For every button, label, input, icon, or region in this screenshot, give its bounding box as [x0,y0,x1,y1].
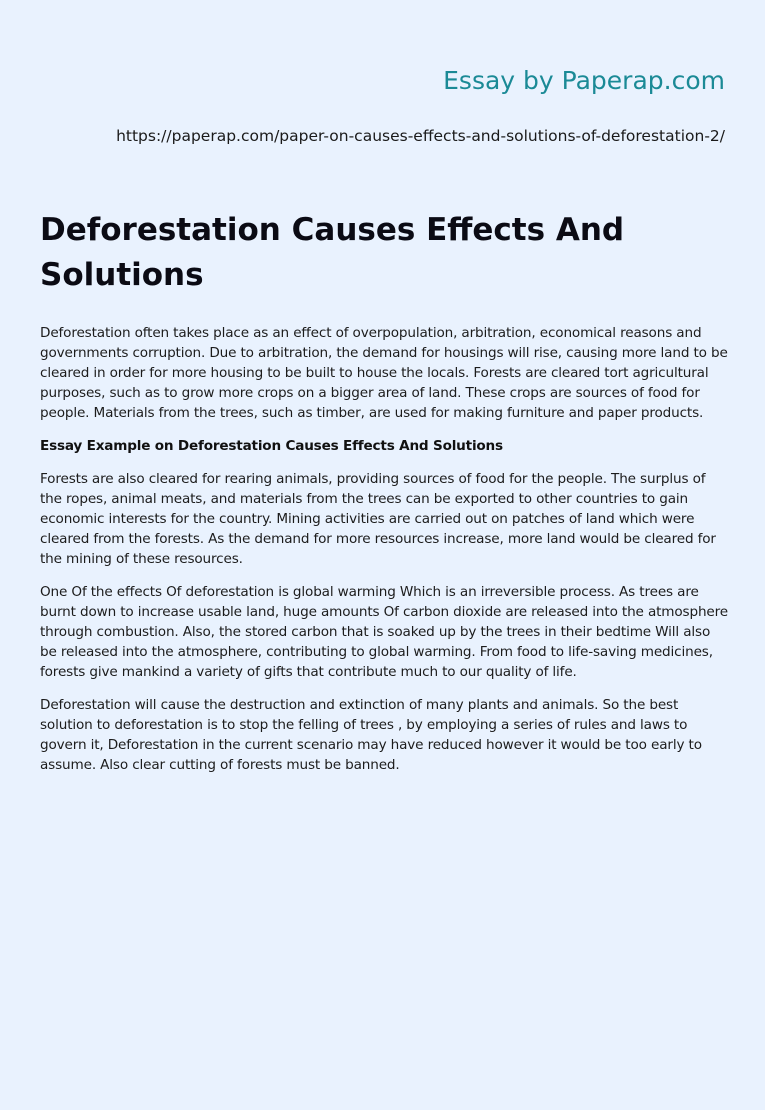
source-url-link[interactable]: https://paperap.com/paper-on-causes-effects-and-solutions-of-deforestation-2/ [116,127,725,145]
paragraph-solutions: Deforestation will cause the destruction and extinction of many plants and animals. So the best solution to deforestation is to stop the felling of trees , by employing a series of rules and laws to govern it, Deforestation in the current scenario may have reduced however it would be too early to assume. Also clear cutting of forests must be banned. [40,697,702,773]
paragraph-causes: Forests are also cleared for rearing animals, providing sources of food for the people. The surplus of the ropes, animal meats, and materials from the trees can be exported to other countries to gain economic interests for the country. Mining activities are carried out on patches of land which were cleared from the forests. As the demand for more resources increase, more land would be cleared for the mining of these resources. [40,471,716,567]
paragraph-effects: One Of the effects Of deforestation is global warming Which is an irreversible process. As trees are burnt down to increase usable land, huge amounts Of carbon dioxide are released into the atmosphere through combustion. Also, the stored carbon that is soaked up by the trees in their bedtime Will also be released into the atmosphere, contributing to global warming. From food to life-saving medicines, forests give mankind a variety of gifts that contribute much to our quality of life. [40,584,729,680]
paragraph-intro: Deforestation often takes place as an effect of overpopulation, arbitration, economical reasons and governments corruption. Due to arbitration, the demand for housings will rise, causing more land to be cleared in order for more housing to be built to house the locals. Forests are cleared tort agricultural purposes, such as to grow more crops on a bigger area of land. These crops are sources of food for people. Materials from the trees, such as timber, are used for making furniture and paper products. [40,325,728,421]
brand-link[interactable]: Essay by Paperap.com [443,66,725,95]
article-body [40,323,730,788]
section-subheading: Essay Example on Deforestation Causes Effects And Solutions [40,438,503,454]
page-title: Deforestation Causes Effects And Solutions [40,212,625,293]
